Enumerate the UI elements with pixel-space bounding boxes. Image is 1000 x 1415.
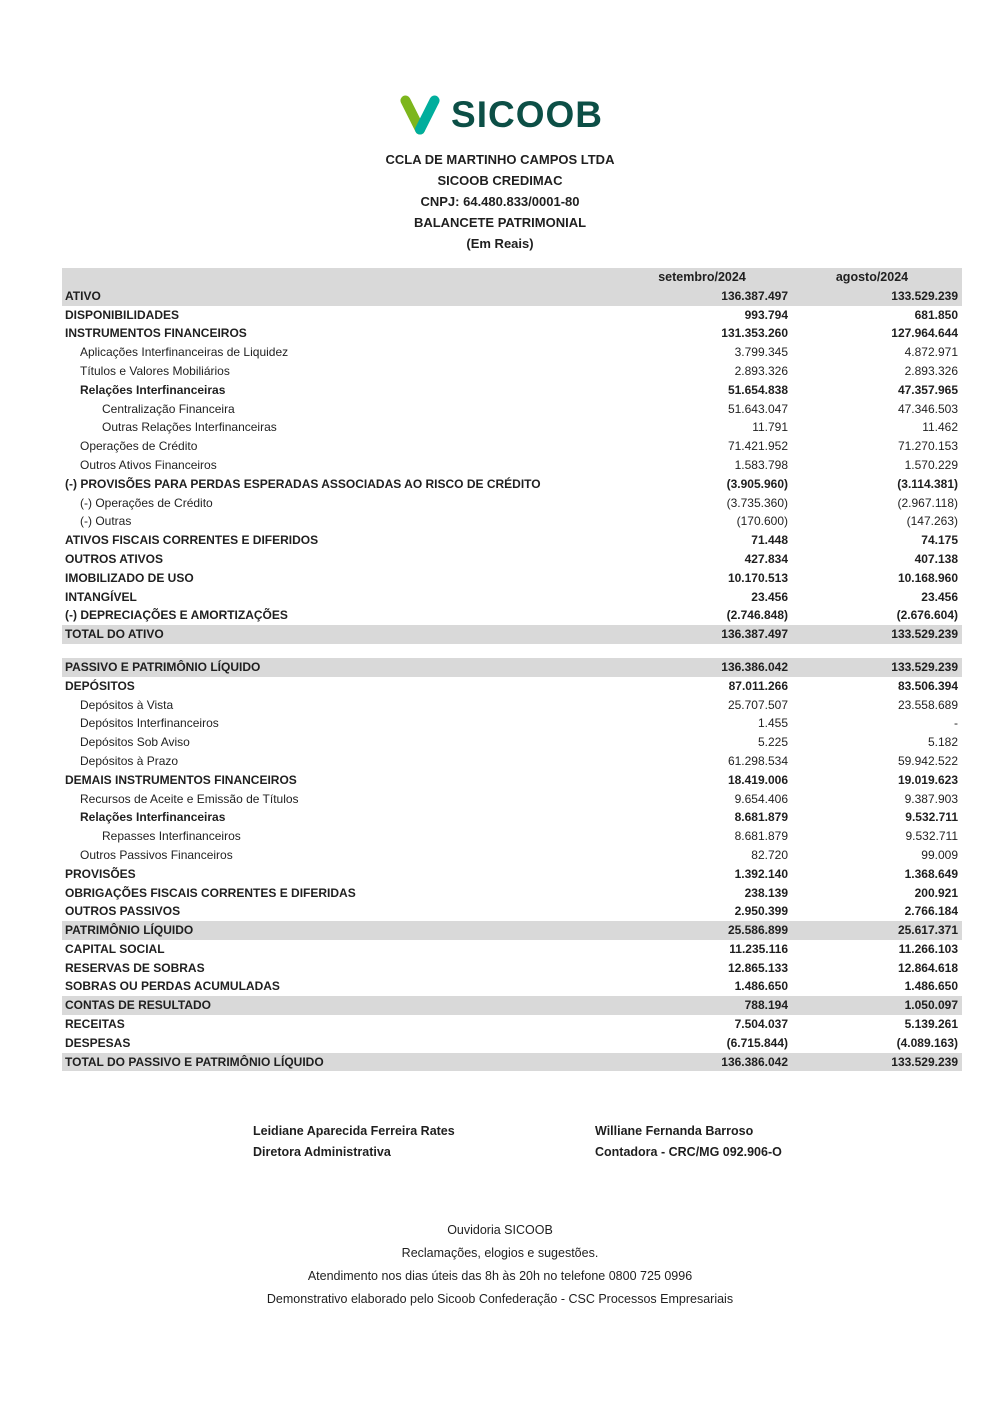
document-header — [0, 149, 1000, 254]
row-value-agosto: 9.532.711 — [905, 829, 958, 844]
row-value-agosto: (4.089.163) — [896, 1035, 958, 1050]
row-value-agosto: 11.266.103 — [898, 941, 958, 956]
row-value-agosto: 83.506.394 — [897, 678, 958, 693]
table-row — [62, 381, 962, 400]
row-value-setembro: 3.799.345 — [734, 345, 788, 360]
table-row — [62, 790, 962, 809]
row-label: INTANGÍVEL — [65, 589, 137, 604]
table-row — [62, 752, 962, 771]
signature-right — [595, 1121, 782, 1163]
row-value-setembro: 8.681.879 — [734, 810, 788, 825]
row-label: OUTROS PASSIVOS — [65, 904, 181, 919]
table-row — [62, 959, 962, 978]
table-row — [62, 658, 962, 677]
row-label: DISPONIBILIDADES — [65, 307, 180, 322]
row-value-agosto: (2.676.604) — [896, 608, 958, 623]
table-row — [62, 287, 962, 306]
row-label: IMOBILIZADO DE USO — [65, 570, 194, 585]
row-value-setembro: 131.353.260 — [721, 326, 788, 341]
row-label: DEMAIS INSTRUMENTOS FINANCEIROS — [65, 772, 297, 787]
table-row — [62, 696, 962, 715]
row-value-agosto: 10.168.960 — [897, 570, 958, 585]
row-label: ATIVOS FISCAIS CORRENTES E DIFERIDOS — [65, 533, 319, 548]
row-value-setembro: 136.386.042 — [721, 659, 788, 674]
row-value-agosto: 407.138 — [914, 551, 958, 566]
row-value-setembro: 11.791 — [752, 420, 788, 435]
table-row — [62, 456, 962, 475]
row-value-setembro: 82.720 — [751, 847, 788, 862]
table-row — [62, 733, 962, 752]
row-value-setembro: 136.387.497 — [721, 627, 788, 642]
table-row — [62, 902, 962, 921]
row-label: ATIVO — [65, 288, 101, 303]
row-value-agosto: 23.558.689 — [897, 697, 958, 712]
row-label: Relações Interfinanceiras — [80, 382, 226, 397]
table-row — [62, 625, 962, 644]
company-name: CCLA DE MARTINHO CAMPOS LTDA — [385, 152, 615, 167]
row-value-setembro: 2.950.399 — [734, 904, 788, 919]
table-row — [62, 550, 962, 569]
row-label: Depósitos Sob Aviso — [80, 735, 190, 750]
table-row — [62, 494, 962, 513]
table-row — [62, 343, 962, 362]
table-row — [62, 362, 962, 381]
row-value-setembro: 51.643.047 — [727, 401, 788, 416]
row-label: Outras Relações Interfinanceiras — [102, 420, 277, 435]
row-label: Aplicações Interfinanceiras de Liquidez — [80, 345, 289, 360]
row-value-setembro: 2.893.326 — [734, 363, 788, 378]
row-value-agosto: - — [954, 716, 958, 731]
table-row — [62, 475, 962, 494]
row-value-setembro: 7.504.037 — [734, 1017, 788, 1032]
row-label: PASSIVO E PATRIMÔNIO LÍQUIDO — [65, 659, 261, 674]
footer-line: Demonstrativo elaborado pelo Sicoob Confederação - CSC Processos Empresariais — [266, 1292, 734, 1307]
row-value-agosto: 133.529.239 — [891, 659, 958, 674]
row-value-agosto: 47.357.965 — [897, 382, 958, 397]
footer-line: Reclamações, elogios e sugestões. — [401, 1246, 599, 1261]
table-row — [62, 1034, 962, 1053]
row-value-agosto: 133.529.239 — [891, 288, 958, 303]
table-row — [62, 827, 962, 846]
column-header-agosto: agosto/2024 — [835, 270, 909, 284]
table-row — [62, 865, 962, 884]
row-label: DEPÓSITOS — [65, 678, 135, 693]
row-value-agosto: 47.346.503 — [897, 401, 958, 416]
row-value-agosto: 2.893.326 — [904, 363, 958, 378]
row-label: Relações Interfinanceiras — [80, 810, 226, 825]
row-value-agosto: 133.529.239 — [891, 1054, 958, 1069]
row-value-setembro: 25.707.507 — [727, 697, 788, 712]
row-value-setembro: 1.392.140 — [734, 866, 788, 881]
row-label: DESPESAS — [65, 1035, 131, 1050]
row-value-setembro: 87.011.266 — [728, 678, 788, 693]
row-value-agosto: 59.942.522 — [897, 753, 958, 768]
row-label: Recursos de Aceite e Emissão de Títulos — [80, 791, 299, 806]
row-value-agosto: 200.921 — [914, 885, 958, 900]
row-label: INSTRUMENTOS FINANCEIROS — [65, 326, 247, 341]
table-row — [62, 306, 962, 325]
row-value-setembro: 61.298.534 — [727, 753, 788, 768]
table-row — [62, 977, 962, 996]
row-value-agosto: 74.175 — [921, 533, 958, 548]
report-title: BALANCETE PATRIMONIAL — [413, 215, 587, 230]
row-value-agosto: 9.532.711 — [905, 810, 958, 825]
table-row — [62, 714, 962, 733]
row-label: RECEITAS — [65, 1017, 125, 1032]
row-label: Outros Ativos Financeiros — [80, 457, 217, 472]
row-value-agosto: 23.456 — [921, 589, 958, 604]
row-value-agosto: 9.387.903 — [904, 791, 958, 806]
row-label: Títulos e Valores Mobiliários — [80, 363, 230, 378]
row-value-agosto: 1.570.229 — [904, 457, 958, 472]
row-label: RESERVAS DE SOBRAS — [65, 960, 205, 975]
row-value-agosto: 99.009 — [921, 847, 958, 862]
table-row — [62, 1015, 962, 1034]
row-label: (-) PROVISÕES PARA PERDAS ESPERADAS ASSOCIADAS AO RISCO DE CRÉDITO — [65, 476, 541, 491]
table-body — [62, 287, 962, 1072]
table-row — [62, 400, 962, 419]
row-value-setembro: 5.225 — [757, 735, 788, 750]
table-row — [62, 846, 962, 865]
footer-line: Ouvidoria SICOOB — [447, 1223, 553, 1238]
sicoob-logo — [0, 0, 1000, 136]
signatures — [0, 1121, 1000, 1181]
table-header-row — [62, 268, 962, 287]
row-value-agosto: 1.050.097 — [904, 998, 958, 1013]
column-header-setembro: setembro/2024 — [658, 270, 746, 284]
row-value-agosto: 4.872.971 — [904, 345, 958, 360]
row-value-setembro: (2.746.848) — [726, 608, 788, 623]
signature-role: Diretora Administrativa — [253, 1145, 391, 1160]
table-row — [62, 569, 962, 588]
row-value-setembro: (3.905.960) — [726, 476, 788, 491]
table-row — [62, 512, 962, 531]
row-label: Depósitos à Vista — [80, 697, 174, 712]
row-value-agosto: 681.850 — [914, 307, 958, 322]
row-value-setembro: (170.600) — [736, 514, 788, 529]
footer — [0, 1219, 1000, 1311]
row-value-agosto: 1.368.649 — [904, 866, 958, 881]
row-label: CAPITAL SOCIAL — [65, 941, 165, 956]
row-value-agosto: 1.486.650 — [904, 979, 958, 994]
table-row — [62, 884, 962, 903]
row-value-setembro: 136.387.497 — [721, 288, 788, 303]
row-label: Centralização Financeira — [102, 401, 235, 416]
row-value-setembro: 427.834 — [744, 551, 788, 566]
row-value-agosto: 5.139.261 — [904, 1017, 958, 1032]
currency-note: (Em Reais) — [466, 236, 534, 251]
row-value-setembro: 25.586.899 — [727, 923, 788, 938]
row-value-setembro: 23.456 — [751, 589, 788, 604]
row-value-agosto: (3.114.381) — [897, 476, 958, 491]
balance-table — [62, 268, 962, 1071]
table-row — [62, 437, 962, 456]
row-label: PATRIMÔNIO LÍQUIDO — [65, 923, 194, 938]
table-row — [62, 324, 962, 343]
row-value-setembro: 136.386.042 — [721, 1054, 788, 1069]
row-value-setembro: 993.794 — [744, 307, 788, 322]
table-row — [62, 940, 962, 959]
table-row — [62, 808, 962, 827]
signature-role: Contadora - CRC/MG 092.906-O — [595, 1145, 782, 1160]
trade-name: SICOOB CREDIMAC — [437, 173, 563, 188]
row-label: (-) DEPRECIAÇÕES E AMORTIZAÇÕES — [65, 608, 288, 623]
row-value-setembro: (6.715.844) — [726, 1035, 788, 1050]
row-value-setembro: (3.735.360) — [726, 495, 788, 510]
row-value-agosto: 11.462 — [922, 420, 958, 435]
row-value-setembro: 8.681.879 — [734, 829, 788, 844]
row-value-setembro: 71.421.952 — [727, 439, 788, 454]
row-value-agosto: (147.263) — [906, 514, 958, 529]
table-row — [62, 1053, 962, 1072]
table-row — [62, 771, 962, 790]
cnpj: CNPJ: 64.480.833/0001-80 — [420, 194, 580, 209]
row-value-agosto: 25.617.371 — [897, 923, 958, 938]
row-value-setembro: 1.583.798 — [734, 457, 788, 472]
signature-name: Williane Fernanda Barroso — [595, 1124, 754, 1139]
row-label: PROVISÕES — [65, 866, 136, 881]
row-label: Depósitos Interfinanceiros — [80, 716, 219, 731]
row-value-setembro: 238.139 — [744, 885, 788, 900]
table-row — [62, 996, 962, 1015]
row-label: OBRIGAÇÕES FISCAIS CORRENTES E DIFERIDAS — [65, 885, 356, 900]
row-label: Operações de Crédito — [80, 439, 198, 454]
row-label: SOBRAS OU PERDAS ACUMULADAS — [65, 979, 280, 994]
row-label: Outros Passivos Financeiros — [80, 847, 233, 862]
row-label: TOTAL DO ATIVO — [65, 627, 164, 642]
row-label: OUTROS ATIVOS — [65, 551, 164, 566]
row-value-agosto: (2.967.118) — [897, 495, 958, 510]
row-value-agosto: 127.964.644 — [891, 326, 958, 341]
row-label: TOTAL DO PASSIVO E PATRIMÔNIO LÍQUIDO — [65, 1054, 324, 1069]
table-spacer-row — [62, 644, 962, 658]
row-value-setembro: 1.455 — [757, 716, 788, 731]
row-value-agosto: 19.019.623 — [897, 772, 958, 787]
table-row — [62, 606, 962, 625]
footer-line: Atendimento nos dias úteis das 8h às 20h no telefone 0800 725 0996 — [307, 1269, 693, 1284]
row-value-setembro: 10.170.513 — [727, 570, 788, 585]
row-label: (-) Operações de Crédito — [80, 495, 213, 510]
row-label: Depósitos à Prazo — [80, 753, 179, 768]
signature-name: Leidiane Aparecida Ferreira Rates — [253, 1124, 455, 1139]
sicoob-logo-text: SICOOB — [451, 94, 603, 135]
row-value-setembro: 9.654.406 — [734, 791, 788, 806]
table-row — [62, 531, 962, 550]
row-value-setembro: 12.865.133 — [727, 960, 788, 975]
row-label: CONTAS DE RESULTADO — [65, 998, 211, 1013]
sicoob-logo-icon — [397, 95, 443, 135]
row-value-setembro: 1.486.650 — [734, 979, 788, 994]
row-value-setembro: 51.654.838 — [727, 382, 788, 397]
row-value-agosto: 12.864.618 — [897, 960, 958, 975]
row-value-setembro: 18.419.006 — [727, 772, 788, 787]
row-value-agosto: 5.182 — [927, 735, 958, 750]
signature-left — [253, 1121, 455, 1163]
row-value-setembro: 71.448 — [751, 533, 788, 548]
row-label: Repasses Interfinanceiros — [102, 829, 241, 844]
row-value-setembro: 11.235.116 — [729, 941, 788, 956]
table-row — [62, 677, 962, 696]
table-row — [62, 588, 962, 607]
row-value-agosto: 71.270.153 — [897, 439, 958, 454]
row-label: (-) Outras — [80, 514, 132, 529]
row-value-setembro: 788.194 — [744, 998, 788, 1013]
row-value-agosto: 133.529.239 — [891, 627, 958, 642]
table-row — [62, 921, 962, 940]
table-row — [62, 418, 962, 437]
row-value-agosto: 2.766.184 — [904, 904, 958, 919]
